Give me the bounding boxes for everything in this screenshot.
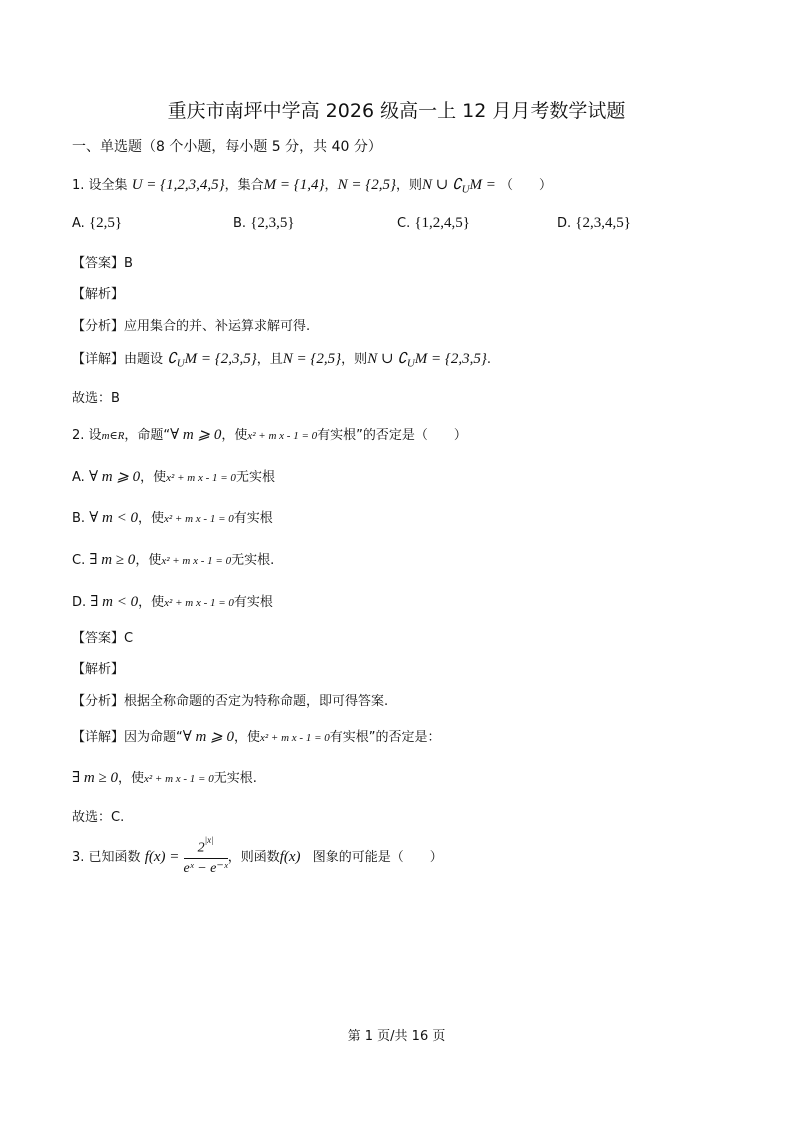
text: 有实根 [233,595,273,610]
text: 【详解】因为命题“ [72,730,183,745]
equation: x² + m x - 1 = 0 [166,472,236,484]
text: ，则 [395,178,422,193]
option-d [557,215,631,232]
expr: ∀ m ⩾ 0 [170,427,222,443]
answer-line: 【答案】C [72,631,134,646]
analysis-heading: 【解析】 [72,287,125,302]
text: ，使 [138,595,165,610]
base: 2 [197,840,205,856]
text: ，则 [341,352,368,367]
text: 有实根”的否定是： [329,730,441,745]
fraction-numerator [184,835,228,859]
equation: x² + m x - 1 = 0 [163,513,234,525]
question-text: 设全集 [88,178,128,193]
text: ，则函数 [227,849,280,865]
section-heading: 一、单选题（8 个小题，每小题 5 分，共 40 分） [72,139,382,155]
equation: x² + m x - 1 = 0 [164,597,234,609]
final-choice: 故选：C. [72,810,125,825]
option-label: A. [72,470,85,485]
option-b [233,215,295,232]
set-u: U = {1,2,3,4,5} [131,177,225,193]
option-b [72,507,273,527]
option-d [72,591,273,611]
expr: ∀ m ⩾ 0 [182,729,234,745]
question-number: 3. [72,849,85,865]
equation: x² + m x - 1 = 0 [259,732,330,744]
function-expr: f(x) = [144,848,180,865]
expr: N ∪ ∁ [421,177,462,193]
option-label: B. [233,216,247,231]
expr: ∀ m < 0 [89,510,138,526]
equation: x² + m x - 1 = 0 [247,430,318,442]
detailed-solution [72,348,491,370]
text: ，使 [233,730,260,745]
analysis-heading: 【解析】 [72,662,125,677]
expr: ∃ m < 0 [90,594,139,610]
option-value: {2,3,4,5} [575,215,631,231]
page-title: 重庆市南坪中学高 2026 级高一上 12 月月考数学试题 [167,100,626,122]
fraction-denominator: eˣ − e⁻ˣ [183,860,228,876]
question-3 [72,835,443,877]
expr: N ∪ ∁ [367,351,407,367]
negation-result [72,767,257,787]
fraction [183,835,228,877]
text: 无实根. [213,771,257,786]
expr: ∃ m ≥ 0 [89,552,136,568]
text: 有实根”的否定是（ ） [317,428,467,443]
option-label: C. [72,553,86,568]
equation: x² + m x - 1 = 0 [143,773,214,785]
text: ，且 [256,352,283,367]
exponent: |x| [204,835,214,845]
expr: M = {2,3,5} [184,351,257,367]
text: ， [324,178,338,193]
question-number: 1. [72,178,85,193]
text: 图象的可能是（ ） [312,849,443,865]
text: ，使 [140,470,167,485]
text: 无实根 [235,470,275,485]
option-c [72,549,274,569]
option-label: D. [557,216,572,231]
equation: x² + m x - 1 = 0 [161,555,232,567]
analysis-summary: 【分析】应用集合的并、补运算求解可得. [72,319,311,334]
question-text: 已知函数 [88,849,141,865]
question-text: 设 [88,428,102,443]
text: ，集合 [224,178,264,193]
text: 【详解】由题设 [72,352,164,367]
answer-line: 【答案】B [72,256,133,271]
subscript: U [406,357,415,370]
final-choice: 故选：B [72,391,120,406]
function-expr: f(x) [279,848,301,865]
question-2 [72,424,467,444]
option-value: {2,3,5} [250,215,295,231]
text: . [486,352,492,367]
answer-blank: （ ） [500,178,553,193]
text: 有实根 [233,511,273,526]
page-footer: 第 1 页/共 16 页 [347,1029,446,1044]
option-c [397,215,470,232]
expr: M = [469,177,496,193]
option-value: {1,2,4,5} [414,215,471,231]
text: ，使 [137,511,164,526]
subscript: U [176,357,185,370]
detailed-solution [72,726,441,746]
text: ，使 [221,428,248,443]
set-n: N = {2,5} [337,177,396,193]
text: ，命题“ [124,428,171,443]
question-1 [72,174,552,196]
set-m: M = {1,4} [263,177,325,193]
analysis-summary: 【分析】根据全称命题的否定为特称命题，即可得答案. [72,694,389,709]
option-label: B. [72,511,86,526]
option-a [72,466,275,486]
option-a [72,215,122,232]
expr: ∀ m ⩾ 0 [88,469,141,485]
expr: M = {2,3,5} [414,351,487,367]
question-number: 2. [72,428,85,443]
expr: ∁ [167,351,177,367]
text: ，使 [117,771,144,786]
text: ，使 [135,553,162,568]
option-value: {2,5} [88,215,123,231]
option-label: C. [397,216,411,231]
expr: N = {2,5} [282,351,342,367]
option-label: A. [72,216,85,231]
subscript: U [461,183,470,196]
text: 无实根. [231,553,275,568]
expr: m∈R [101,430,125,442]
expr: ∃ m ≥ 0 [72,770,118,786]
option-label: D. [72,595,87,610]
